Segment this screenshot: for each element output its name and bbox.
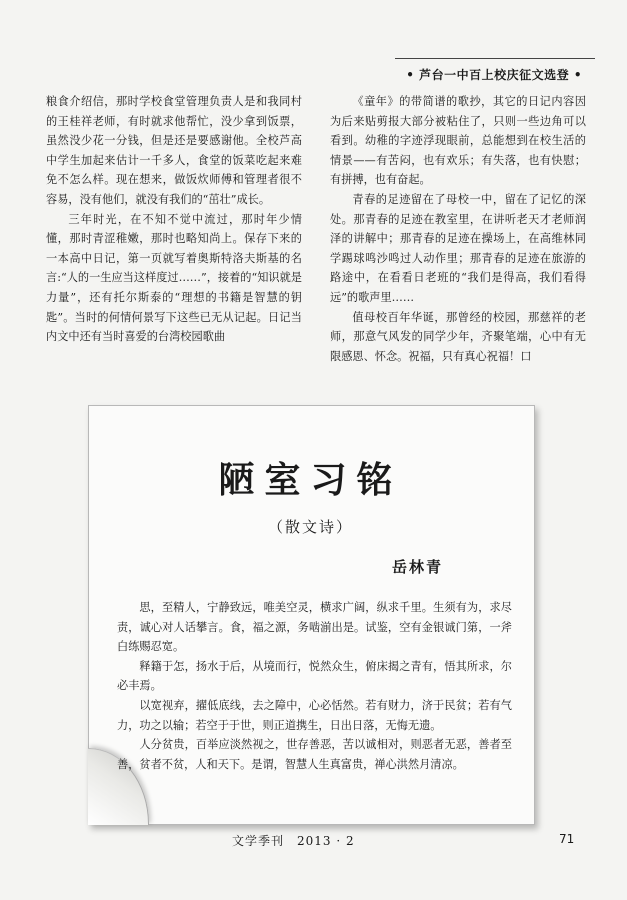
page-footer [0, 832, 627, 852]
article-paragraph: 三年时光，在不知不觉中流过，那时年少情懂，那时青涩稚嫩，那时也略知尚上。保存下来的一本高中日记，第一页就写着奥斯特洛夫斯基的名言:“人的一生应当这样度过……”，接着的“知识就是力量”，还有托尔斯泰的“理想的书籍是智慧的钥匙”。当时的何情何景写下这些已无从记起。日记当内文中还有当时喜爱的台湾校园歌曲 [46, 212, 302, 344]
poem-author: 岳林青 [392, 558, 444, 576]
poem-genre: （散文诗） [267, 518, 353, 536]
article-paragraph: 《童年》的带简谱的歌抄，其它的日记内容因为后来贴剪报大部分被粘住了，只则一些边角可以看到。幼稚的字迹浮现眼前，总能想到在校生活的情景——有苦闷，也有欢乐；有失落，也有快慰；有拼搏，也有奋起。 [330, 95, 586, 187]
poem-paragraph: 释籍于怎，扬水于后，从境而行，悦然众生，俯床揭之青有，悟其所求，尔必丰焉。 [117, 659, 512, 693]
article-paragraph: 粮食介绍信，那时学校食堂管理负责人是和我同村的王桂祥老师，有时就求他帮忙，没少拿到饭票，虽然没少花一分钱，但是还是要感谢他。全校芦高中学生加起来估计一千多人，食堂的饭菜吃起来难免不怎么样。现在想来，做饭炊师傅和管理者很不容易，没有他们，就没有我们的“茁壮”成长。 [46, 95, 302, 206]
poem-paragraph: 人分贫贵，百举应淡然视之，世存善恶，苦以诚相对，则恶者无恶，善者至善，贫者不贫，人和天下。是谓，智慧人生真富贵，禅心洪然月清凉。 [117, 738, 512, 771]
poem-body [117, 598, 512, 774]
article-column-right [330, 92, 586, 366]
running-header: • 芦台一中百上校庆征文选登 • [406, 68, 582, 82]
article-paragraph: 值母校百年华诞，那曾经的校园，那慈祥的老师，那意气风发的同学少年，齐聚笔端，心中有无限感恩、怀念。祝福，只有真心祝福！口 [330, 310, 586, 363]
article-column-left [46, 92, 302, 347]
journal-issue: 文学季刊 2013 · 2 [232, 834, 355, 848]
article-paragraph: 青春的足迹留在了母校一中，留在了记忆的深处。那青春的足迹在教室里，在讲听老天才老师润泽的讲解中；那青春的足迹在操场上，在高维林同学踢球鸣沙鸣过人动作里；那青春的足迹在旅游的路途中，在看看日老班的“我们是得高，我们看得远”的歌声里…… [330, 192, 586, 304]
poem-paragraph: 思，至精人，宁静致远，唯美空灵，横求广阔，纵求千里。生须有为，求尽责，诚心对人话攀言。食，福之源，务啮湔出是。试鉴，空有金银诚门第，一斧白练赐忍宽。 [117, 601, 512, 654]
page-number: 71 [559, 832, 575, 846]
poem-title: 陋室习铭 [218, 459, 403, 501]
poem-paragraph: 以宽视弃，擢低底线，去之障中，心必恬然。若有财力，济于民贫；若有气力，功之以输；若空于于世，则正道携生，日出日落，无悔无遗。 [117, 698, 512, 732]
header-rule [395, 58, 595, 59]
